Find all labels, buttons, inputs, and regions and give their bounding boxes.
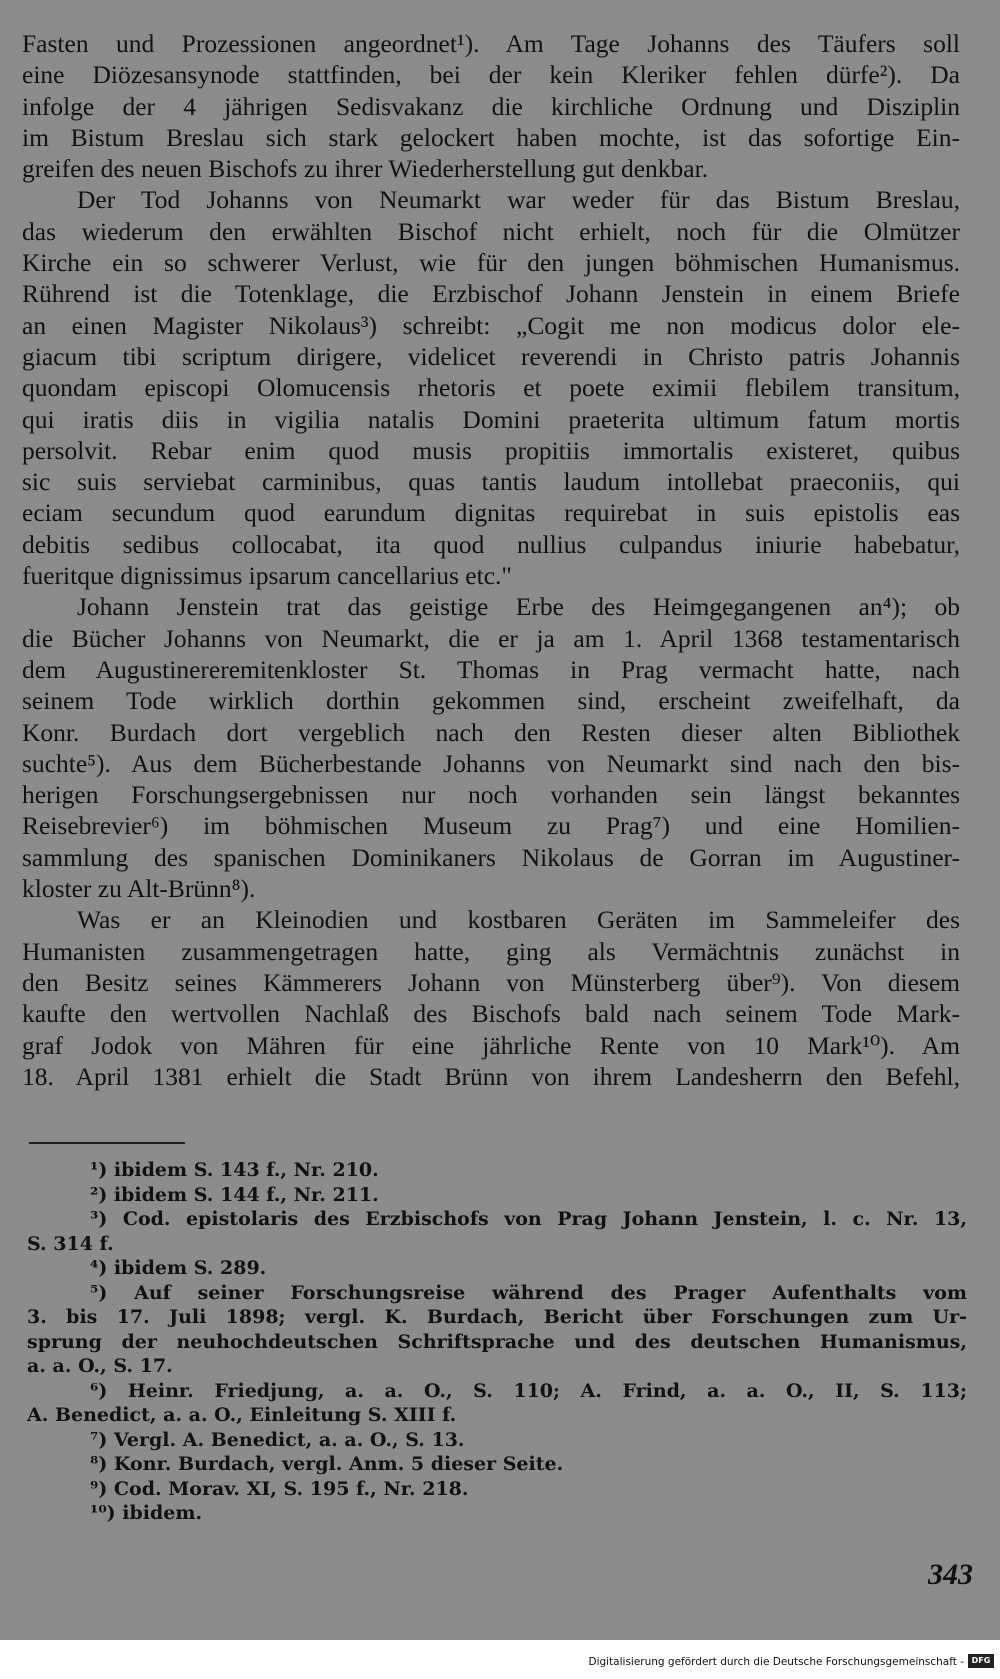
footnote-line: ⁴) ibidem S. 289. (90, 1257, 267, 1279)
text-line: eine Diözesansynode stattfinden, bei der kein Kleriker fehlen dürfe²). Da (22, 60, 960, 90)
footnote-line: S. 314 f. (27, 1232, 114, 1255)
text-line: im Bistum Breslau sich stark gelockert haben mochte, ist das sofortige Ein- (22, 122, 960, 152)
text-line: Humanisten zusammengetragen hatte, ging als Vermächtnis zunächst in (22, 936, 960, 966)
digitization-credit: Digitalisierung gefördert durch die Deutsche Forschungsgemeinschaft - (588, 1656, 964, 1668)
text-line: an einen Magister Nikolaus³) schreibt: „Cogit me non modicus dolor ele- (22, 310, 960, 340)
text-line: greifen des neuen Bischofs zu ihrer Wiederherstellung gut denkbar. (22, 154, 709, 184)
footnotes (27, 1158, 967, 1526)
text-line: sic suis serviebat carminibus, quas tantis laudum intollebat praeconiis, qui (22, 467, 960, 497)
footnote-line: ⁷) Vergl. A. Benedict, a. a. O., S. 13. (90, 1428, 465, 1451)
footnote-line: A. Benedict, a. a. O., Einleitung S. XIII f. (27, 1404, 457, 1426)
text-line: die Bücher Johanns von Neumarkt, die er ja am 1. April 1368 testamentarisch (22, 623, 960, 653)
text-line: Kirche ein so schwerer Verlust, wie für den jungen böhmischen Humanismus. (22, 248, 960, 278)
text-line: giacum tibi scriptum dirigere, videlicet reverendi in Christo patris Johannis (22, 341, 960, 371)
footnote-line: ⁶) Heinr. Friedjung, a. a. O., S. 110; A. Frind, a. a. O., II, S. 113; (90, 1379, 967, 1402)
text-line: sammlung des spanischen Dominikaners Nikolaus de Gorran im Augustiner- (22, 842, 960, 872)
text-line: qui iratis diis in vigilia natalis Domini praeterita ultimum fatum mortis (22, 404, 960, 434)
footnote-line: 3. bis 17. Juli 1898; vergl. K. Burdach, Bericht über Forschungen zum Ur- (27, 1306, 967, 1328)
text-line: den Besitz seines Kämmerers Johann von Münsterberg über⁹). Von diesem (22, 967, 960, 997)
text-line: Konr. Burdach dort vergeblich nach den Resten dieser alten Bibliothek (22, 717, 960, 747)
text-line: quondam episcopi Olomucensis rhetoris et poete eximii flebilem transitum, (22, 373, 960, 403)
footnote-line: sprung der neuhochdeutschen Schriftsprache und des deutschen Humanismus, (27, 1330, 967, 1353)
text-line: infolge der 4 jährigen Sedisvakanz die kirchliche Ordnung und Disziplin (22, 91, 960, 121)
text-line: kloster zu Alt-Brünn⁸). (22, 874, 256, 904)
text-line: herigen Forschungsergebnissen nur noch vorhanden sein längst bekanntes (22, 780, 960, 810)
credit-bar (0, 1640, 1000, 1679)
text-line: seinem Tode wirklich dorthin gekommen sind, erscheint zweifelhaft, da (22, 686, 960, 716)
text-line: persolvit. Rebar enim quod musis propitiis immortalis existeret, quibus (22, 435, 960, 465)
text-line: eciam secundum quod earundum dignitas requirebat in suis epistolis eas (22, 498, 960, 528)
footnote-line: ⁹) Cod. Morav. XI, S. 195 f., Nr. 218. (90, 1477, 469, 1500)
text-line: Rührend ist die Totenklage, die Erzbischof Johann Jenstein in einem Briefe (22, 279, 960, 309)
page-number: 343 (928, 1558, 973, 1591)
text-line: kaufte den wertvollen Nachlaß des Bischofs bald nach seinem Tode Mark- (22, 999, 960, 1029)
text-line: Reisebrevier⁶) im böhmischen Museum zu Prag⁷) und eine Homilien- (22, 811, 960, 841)
body-text (22, 28, 960, 1092)
text-line: suchte⁵). Aus dem Bücherbestande Johanns von Neumarkt sind nach den bis- (22, 748, 960, 778)
text-line: debitis sedibus collocabat, ita quod nullius culpandus iniurie habebatur, (22, 529, 960, 559)
footnote-line: ⁸) Konr. Burdach, vergl. Anm. 5 dieser Seite. (90, 1453, 564, 1475)
dfg-logo: DFG (968, 1654, 994, 1668)
footnote-line: ¹) ibidem S. 143 f., Nr. 210. (90, 1159, 379, 1181)
text-line: Johann Jenstein trat das geistige Erbe des Heimgegangenen an⁴); ob (77, 592, 960, 622)
text-line: graf Jodok von Mähren für eine jährliche Rente von 10 Mark¹⁰). Am (22, 1030, 960, 1060)
text-line: Der Tod Johanns von Neumarkt war weder für das Bistum Breslau, (77, 185, 960, 215)
footnote-line: ¹⁰) ibidem. (90, 1502, 203, 1524)
footnote-line: a. a. O., S. 17. (27, 1355, 173, 1377)
text-line: 18. April 1381 erhielt die Stadt Brünn von ihrem Landesherrn den Befehl, (22, 1061, 960, 1091)
text-line: Was er an Kleinodien und kostbaren Geräten im Sammeleifer des (77, 905, 960, 935)
footnote-line: ²) ibidem S. 144 f., Nr. 211. (90, 1183, 379, 1206)
footnote-line: ³) Cod. epistolaris des Erzbischofs von Prag Johann Jenstein, l. c. Nr. 13, (90, 1208, 967, 1230)
text-line: Fasten und Prozessionen angeordnet¹). Am Tage Johanns des Täufers soll (22, 29, 960, 58)
text-line: das wiederum den erwählten Bischof nicht erhielt, noch für die Olmützer (22, 216, 960, 246)
text-line: fueritque dignissimus ipsarum cancellarius etc." (22, 561, 512, 591)
footnote-separator-rule (29, 1142, 185, 1144)
footnote-line: ⁵) Auf seiner Forschungsreise während des Prager Aufenthalts vom (90, 1281, 967, 1304)
text-line: dem Augustinereremitenkloster St. Thomas in Prag vermacht hatte, nach (22, 654, 960, 684)
